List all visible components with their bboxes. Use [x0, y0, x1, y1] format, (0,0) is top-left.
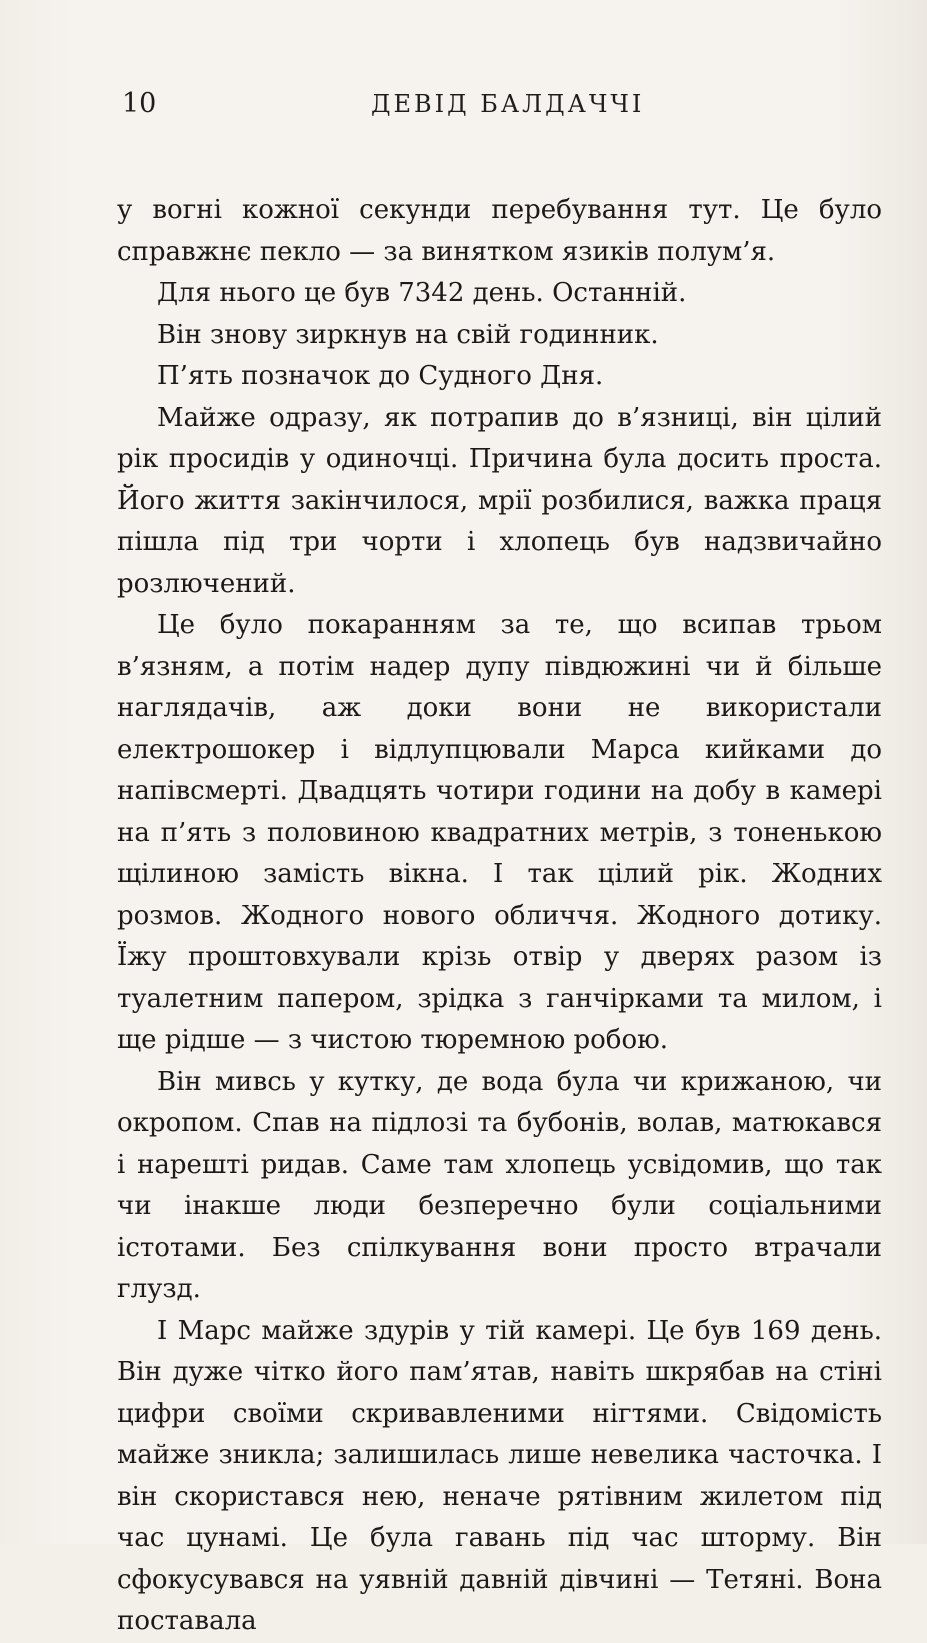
paragraph: Він мивсь у кутку, де вода була чи крижаною, чи окропом. Спав на підлозі та бубонів, волав, матюкався і нарешті ридав. Саме там хлопець усвідомив, що так чи інакше люди безперечно були соціальними істотами. Без спілкування вони просто втрачали глузд. [117, 1066, 882, 1304]
page-number: 10 [122, 88, 157, 119]
paragraph: Це було покаранням за те, що всипав трьом в’язням, а потім надер дупу півдюжині чи й більше наглядачів, аж доки вони не використали електрошокер і відлупцювали Марса кийками до напівсмерті. Двадцять чотири години на добу в камері на п’ять з половиною квадратних метрів, з тоненькою щілиною замість вікна. І так цілий рік. Жодних розмов. Жодного нового обличчя. Жодного дотику. Їжу проштовхували крізь отвір у дверях разом із туалетним папером, зрідка з ганчірками та милом, і ще рідше — з чистою тюремною робою. [117, 610, 882, 1055]
paragraph: Він знову зиркнув на свій годинник. [157, 319, 659, 350]
paragraph: Для нього це був 7342 день. Останній. [157, 278, 687, 308]
page-header [122, 88, 880, 128]
paragraph: І Марс майже здурів у тій камері. Це був 169 день. Він дуже чітко його пам’ятав, навіть шкрябав на стіні цифри своїми скривавленими нігтями. Свідомість майже зникла; залишилась лише невелика часточка. І він скористався нею, неначе рятівним жилетом під час цунамі. Це була гавань під час шторму. Він сфокусувався на уявній давній дівчині — Тетяні. Вона поставала [117, 1315, 882, 1636]
paragraph: у вогні кожної секунди перебування тут. Це було справжнє пекло — за винятком язиків полум’я. [117, 195, 882, 267]
paragraph: Майже одразу, як потрапив до в’язниці, він цілий рік просидів у одиночці. Причина була досить проста. Його життя закінчилося, мрії розбилися, важка праця пішла під три чорти і хлопець був надзвичайно розлючений. [117, 402, 882, 599]
running-title: ДЕВІД БАЛДАЧЧІ [371, 90, 645, 118]
paragraph: П’ять позначок до Судного Дня. [157, 361, 604, 391]
body-text [117, 190, 882, 1643]
